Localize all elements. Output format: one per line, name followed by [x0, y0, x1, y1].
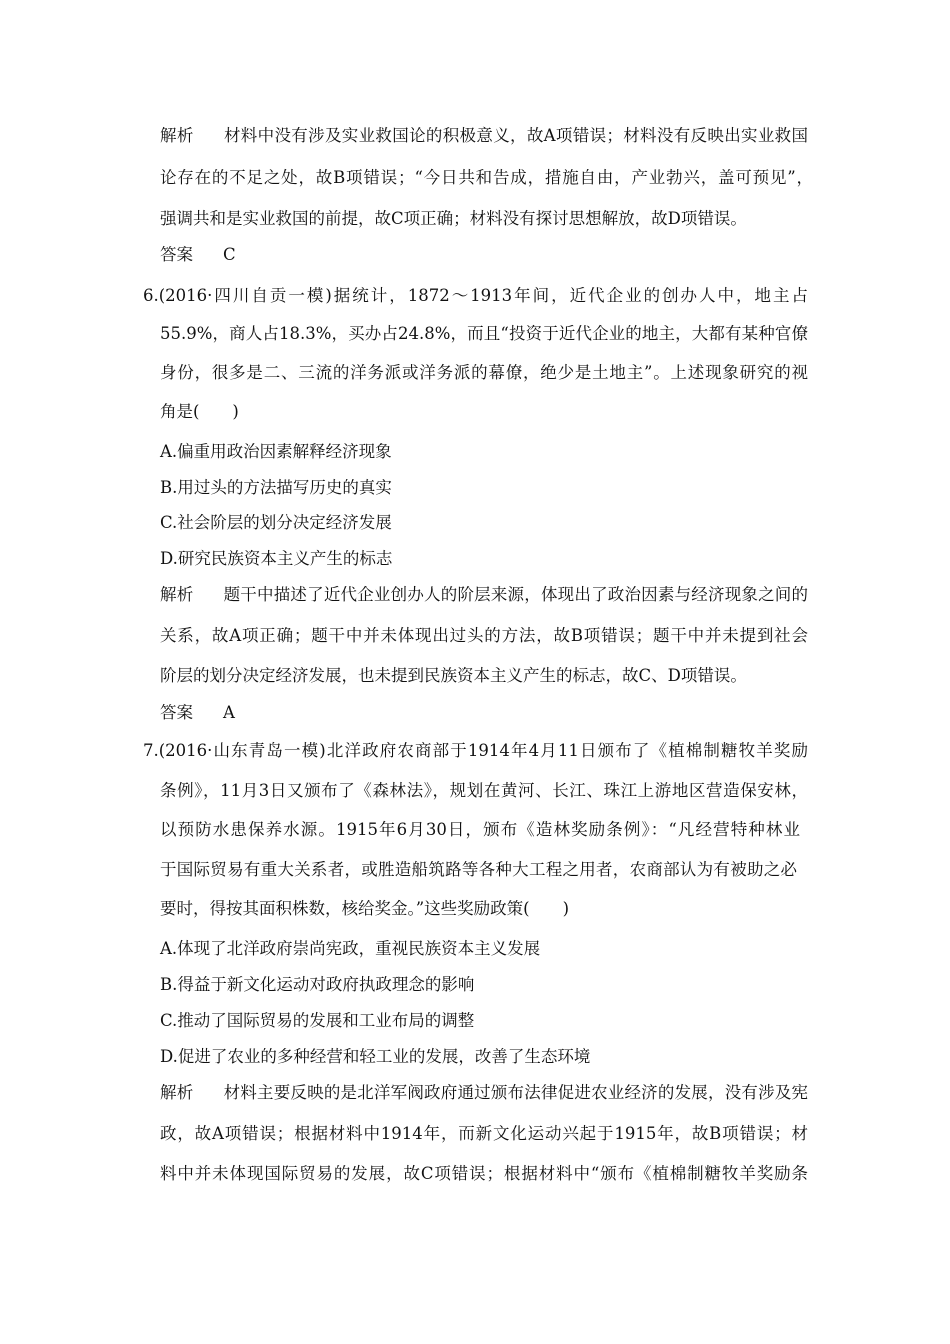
- q6-option-c: C.社会阶层的划分决定经济发展: [160, 513, 392, 532]
- q7-option-b: B.得益于新文化运动对政府执政理念的影响: [160, 975, 475, 994]
- q7-analysis-line-3: 料中并未体现国际贸易的发展，故C项错误；根据材料中“颁布《植棉制糖牧羊奖励条: [160, 1164, 808, 1183]
- q5-analysis-line-1: [160, 124, 808, 148]
- q6-stem-line-3: 身份，很多是二、三流的洋务派或洋务派的幕僚，绝少是土地主”。上述现象研究的视: [160, 363, 808, 382]
- q6-analysis-line-3: 阶层的划分决定经济发展，也未提到民族资本主义产生的标志，故C、D项错误。: [160, 666, 747, 685]
- q7-stem-line-4: 于国际贸易有重大关系者，或胜造船筑路等各种大工程之用者，农商部认为有被助之必: [160, 860, 797, 879]
- q6-stem-line-1: 6.(2016·四川自贡一模)据统计，1872～1913年间，近代企业的创办人中，地主占: [143, 286, 808, 305]
- q7-analysis-text-1: 材料主要反映的是北洋军阀政府通过颁布法律促进农业经济的发展，没有涉及宪: [223, 1083, 809, 1102]
- q5-analysis-line-2: 论存在的不足之处，故B项错误；“今日共和告成，措施自由，产业勃兴，盖可预见”，: [160, 168, 813, 187]
- q7-option-c: C.推动了国际贸易的发展和工业布局的调整: [160, 1011, 475, 1030]
- q6-analysis-line-1: [160, 583, 808, 607]
- q6-answer-value: A: [223, 703, 235, 722]
- q6-answer: [160, 701, 235, 725]
- q6-analysis-text-1: 题干中描述了近代企业创办人的阶层来源，体现出了政治因素与经济现象之间的: [223, 585, 809, 604]
- q7-stem-line-3: 以预防水患保养水源。1915年6月30日，颁布《造林奖励条例》：“凡经营特种林业: [160, 820, 800, 839]
- q5-answer: [160, 243, 236, 267]
- q6-analysis-label: 解析: [160, 585, 194, 604]
- q6-option-d: D.研究民族资本主义产生的标志: [160, 549, 393, 568]
- q5-analysis-text-1: 材料中没有涉及实业救国论的积极意义，故A项错误；材料没有反映出实业救国: [223, 126, 808, 145]
- q6-option-b: B.用过头的方法描写历史的真实: [160, 478, 392, 497]
- q5-analysis-label: 解析: [160, 126, 194, 145]
- q7-stem-line-2: 条例》，11月3日又颁布了《森林法》，规划在黄河、长江、珠江上游地区营造保安林，: [160, 781, 808, 800]
- q7-stem-line-1: 7.(2016·山东青岛一模)北洋政府农商部于1914年4月11日颁布了《植棉制糖牧羊奖励: [143, 741, 808, 760]
- q6-analysis-line-2: 关系，故A项正确；题干中并未体现出过头的方法，故B项错误；题干中并未提到社会: [160, 626, 808, 645]
- q7-analysis-label: 解析: [160, 1083, 194, 1102]
- q7-option-a: A.体现了北洋政府崇尚宪政，重视民族资本主义发展: [160, 939, 541, 958]
- q7-analysis-line-1: [160, 1081, 808, 1105]
- q6-stem-line-4: 角是( ): [160, 402, 239, 421]
- q6-answer-label: 答案: [160, 703, 193, 722]
- q5-answer-value: C: [223, 245, 236, 264]
- q7-analysis-line-2: 政，故A项错误；根据材料中1914年，而新文化运动兴起于1915年，故B项错误；材: [160, 1124, 808, 1143]
- q5-analysis-line-3: 强调共和是实业救国的前提，故C项正确；材料没有探讨思想解放，故D项错误。: [160, 209, 747, 228]
- q6-option-a: A.偏重用政治因素解释经济现象: [160, 442, 392, 461]
- q7-stem-line-5: 要时，得按其面积株数，核给奖金。”这些奖励政策( ): [160, 899, 570, 918]
- q5-answer-label: 答案: [160, 245, 193, 264]
- q6-stem-line-2: 55.9%，商人占18.3%，买办占24.8%，而且“投资于近代企业的地主，大都有某种官僚: [160, 324, 808, 343]
- q7-option-d: D.促进了农业的多种经营和轻工业的发展，改善了生态环境: [160, 1047, 591, 1066]
